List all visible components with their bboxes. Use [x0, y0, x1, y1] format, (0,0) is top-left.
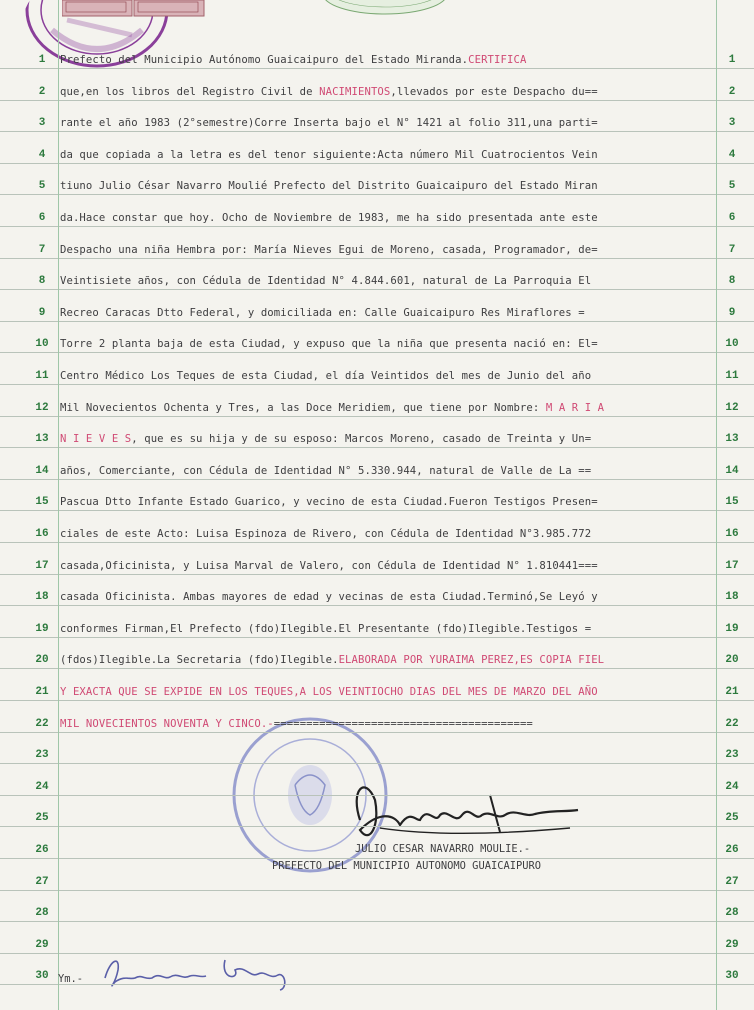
line-number-right: 11: [725, 370, 739, 382]
document-text-line: [60, 717, 720, 731]
text-segment: Recreo Caracas Dtto Federal, y domiciliada en: Calle Guaicaipuro Res Miraflores =: [60, 306, 585, 319]
signatory-title: PREFECTO DEL MUNICIPIO AUTONOMO GUAICAIPURO: [272, 860, 541, 872]
document-text-line: [60, 85, 720, 99]
document-text-line: [60, 464, 720, 478]
line-number-right: 6: [728, 212, 736, 224]
document-text-line: [60, 337, 720, 351]
line-number-left: 15: [35, 496, 49, 509]
document-text-line: [60, 432, 720, 446]
line-number-left: 6: [38, 212, 46, 224]
document-text-line: [60, 53, 720, 67]
ruled-line: [0, 68, 754, 69]
ruled-line: [0, 479, 754, 480]
line-number-right: 7: [728, 243, 736, 256]
line-number-right: 28: [725, 907, 739, 920]
line-number-left: 4: [38, 148, 46, 161]
line-number-right: 10: [725, 338, 739, 351]
line-number-left: 21: [35, 686, 49, 698]
text-segment: da que copiada a la letra es del tenor siguiente:Acta número Mil Cuatrocientos Vein: [60, 148, 598, 161]
ruled-line: [0, 258, 754, 259]
line-number-right: 15: [725, 496, 739, 509]
ruled-line: [0, 194, 754, 195]
line-number-left: 2: [38, 85, 46, 98]
document-text-line: [60, 590, 720, 604]
ruled-line: [0, 416, 754, 417]
text-segment: Veintisiete años, con Cédula de Identidad N° 4.844.601, natural de La Parroquia El: [60, 275, 592, 288]
line-number-left: 23: [35, 749, 49, 762]
document-text-line: [60, 148, 720, 162]
ruled-line: [0, 984, 754, 985]
line-number-right: 16: [725, 528, 739, 540]
line-number-left: 10: [35, 338, 49, 351]
line-number-right: 9: [728, 306, 736, 319]
line-number-right: 8: [728, 275, 736, 288]
fiscal-stamp-icon: [62, 0, 212, 18]
text-segment: (fdos)Ilegible.La Secretaria (fdo)Ilegible.: [60, 654, 339, 667]
text-segment: casada Oficinista. Ambas mayores de edad y vecinas de esta Ciudad.Terminó,Se Leyó y: [60, 591, 598, 604]
highlighted-text: NACIMIENTOS: [319, 85, 391, 98]
line-number-left: 25: [35, 812, 49, 825]
ruled-line: [0, 542, 754, 543]
line-number-left: 7: [38, 243, 46, 256]
ruled-line: [0, 131, 754, 132]
line-number-left: 8: [38, 275, 46, 288]
line-number-right: 17: [725, 559, 739, 572]
ruled-line: [0, 384, 754, 385]
prefect-signature: [340, 770, 590, 850]
line-number-left: 22: [35, 717, 49, 730]
text-segment: ========================================: [273, 717, 533, 730]
text-segment: rante el año 1983 (2°semestre)Corre Inserta bajo el N° 1421 al folio 311,una parti=: [60, 117, 598, 130]
document-text-line: [60, 653, 720, 667]
ruled-line: [0, 510, 754, 511]
text-segment: ciales de este Acto: Luisa Espinoza de Rivero, con Cédula de Identidad N°3.985.772: [60, 528, 592, 540]
line-number-left: 13: [35, 433, 49, 446]
ruled-line: [0, 700, 754, 701]
line-number-left: 9: [38, 306, 46, 319]
ruled-line: [0, 795, 754, 796]
line-number-right: 26: [725, 844, 739, 856]
secretary-signature: [100, 950, 300, 995]
ruled-line: [0, 605, 754, 606]
ruled-line: [0, 352, 754, 353]
document-text-line: [60, 306, 720, 320]
ruled-line: [0, 858, 754, 859]
line-number-right: 27: [725, 875, 739, 888]
line-number-right: 12: [725, 401, 739, 414]
line-number-right: 30: [725, 970, 739, 983]
left-margin-line: [58, 0, 59, 1010]
line-number-right: 20: [725, 654, 739, 667]
document-text-line: [60, 369, 720, 383]
line-number-right: 19: [725, 622, 739, 635]
line-number-right: 24: [725, 780, 739, 793]
line-number-left: 5: [38, 180, 46, 193]
line-number-left: 11: [35, 370, 49, 382]
line-number-left: 28: [35, 907, 49, 920]
ruled-line: [0, 890, 754, 891]
line-number-left: 26: [35, 844, 49, 856]
ruled-line: [0, 574, 754, 575]
line-number-left: 1: [38, 54, 46, 66]
line-number-right: 2: [728, 85, 736, 98]
highlighted-text: CERTIFICA: [468, 54, 527, 66]
text-segment: Prefecto del Municipio Autónomo Guaicaipuro del Estado Miranda.: [60, 54, 469, 66]
document-text-line: [60, 274, 720, 288]
text-segment: casada,Oficinista, y Luisa Marval de Valero, con Cédula de Identidad N° 1.810441===: [60, 559, 598, 572]
ruled-line: [0, 321, 754, 322]
ruled-line: [0, 921, 754, 922]
text-segment: años, Comerciante, con Cédula de Identidad N° 5.330.944, natural de Valle de La ==: [60, 464, 592, 477]
initials-label: Ym.-: [58, 973, 84, 985]
ruled-line: [0, 732, 754, 733]
line-number-left: 30: [35, 970, 49, 983]
document-text-line: [60, 495, 720, 509]
line-number-left: 24: [35, 780, 49, 793]
highlighted-text: N I E V E S: [60, 433, 132, 446]
highlighted-text: Y EXACTA QUE SE EXPIDE EN LOS TEQUES,A LOS VEINTIOCHO DIAS DEL MES DE MARZO DEL AÑO: [60, 686, 598, 698]
text-segment: tiuno Julio César Navarro Moulié Prefecto del Distrito Guaicaipuro del Estado Miran: [60, 180, 598, 193]
line-number-left: 3: [38, 117, 46, 130]
text-segment: ,llevados por este Despacho du==: [390, 85, 598, 98]
text-segment: Despacho una niña Hembra por: María Nieves Egui de Moreno, casada, Programador, de=: [60, 243, 598, 256]
line-number-left: 20: [35, 654, 49, 667]
document-text-line: [60, 622, 720, 636]
line-number-right: 21: [725, 686, 739, 698]
line-number-right: 23: [725, 749, 739, 762]
text-segment: Torre 2 planta baja de esta Ciudad, y expuso que la niña que presenta nació en: El=: [60, 338, 598, 351]
text-segment: Mil Novecientos Ochenta y Tres, a las Doce Meridiem, que tiene por Nombre:: [60, 401, 546, 414]
line-number-right: 13: [725, 433, 739, 446]
text-segment: , que es su hija y de su esposo: Marcos Moreno, casado de Treinta y Un=: [131, 433, 592, 446]
text-segment: conformes Firman,El Prefecto (fdo)Ilegible.El Presentante (fdo)Ilegible.Testigos =: [60, 622, 592, 635]
ruled-line: [0, 100, 754, 101]
document-text-line: [60, 243, 720, 257]
ruled-line: [0, 289, 754, 290]
text-segment: da.Hace constar que hoy. Ocho de Noviembre de 1983, me ha sido presentada ante este: [60, 212, 598, 224]
ruled-line: [0, 763, 754, 764]
ruled-line: [0, 953, 754, 954]
document-text-line: [60, 559, 720, 573]
document-text-line: [60, 401, 720, 415]
signatory-name: JULIO CESAR NAVARRO MOULIE.-: [355, 843, 531, 855]
ruled-line: [0, 447, 754, 448]
document-text-line: [60, 116, 720, 130]
line-number-left: 14: [35, 464, 49, 477]
highlighted-text: MIL NOVECIENTOS NOVENTA Y CINCO.-: [60, 717, 274, 730]
line-number-right: 25: [725, 812, 739, 825]
line-number-right: 18: [725, 591, 739, 604]
document-text-line: [60, 685, 720, 699]
line-number-right: 29: [725, 938, 739, 951]
line-number-left: 29: [35, 938, 49, 951]
line-number-right: 1: [728, 54, 736, 66]
line-number-left: 27: [35, 875, 49, 888]
document-text-line: [60, 179, 720, 193]
document-text-line: [60, 211, 720, 225]
line-number-left: 12: [35, 401, 49, 414]
line-number-left: 18: [35, 591, 49, 604]
line-number-left: 16: [35, 528, 49, 540]
ruled-line: [0, 637, 754, 638]
line-number-right: 4: [728, 148, 736, 161]
ruled-line: [0, 226, 754, 227]
fiscal-green-stamp: [320, 0, 450, 18]
document-text-line: [60, 527, 720, 541]
ruled-line: [0, 826, 754, 827]
line-number-right: 3: [728, 117, 736, 130]
line-number-left: 19: [35, 622, 49, 635]
ruled-line: [0, 163, 754, 164]
line-number-right: 22: [725, 717, 739, 730]
line-number-right: 5: [728, 180, 736, 193]
text-segment: que,en los libros del Registro Civil de: [60, 85, 320, 98]
highlighted-text: ELABORADA POR YURAIMA PEREZ,ES COPIA FIEL: [338, 654, 605, 667]
highlighted-text: M A R I A: [545, 401, 605, 414]
line-number-left: 17: [35, 559, 49, 572]
ruled-line: [0, 668, 754, 669]
text-segment: Pascua Dtto Infante Estado Guarico, y vecino de esta Ciudad.Fueron Testigos Presen=: [60, 496, 598, 509]
text-segment: Centro Médico Los Teques de esta Ciudad, el día Veintidos del mes de Junio del año: [60, 370, 592, 382]
line-number-right: 14: [725, 464, 739, 477]
